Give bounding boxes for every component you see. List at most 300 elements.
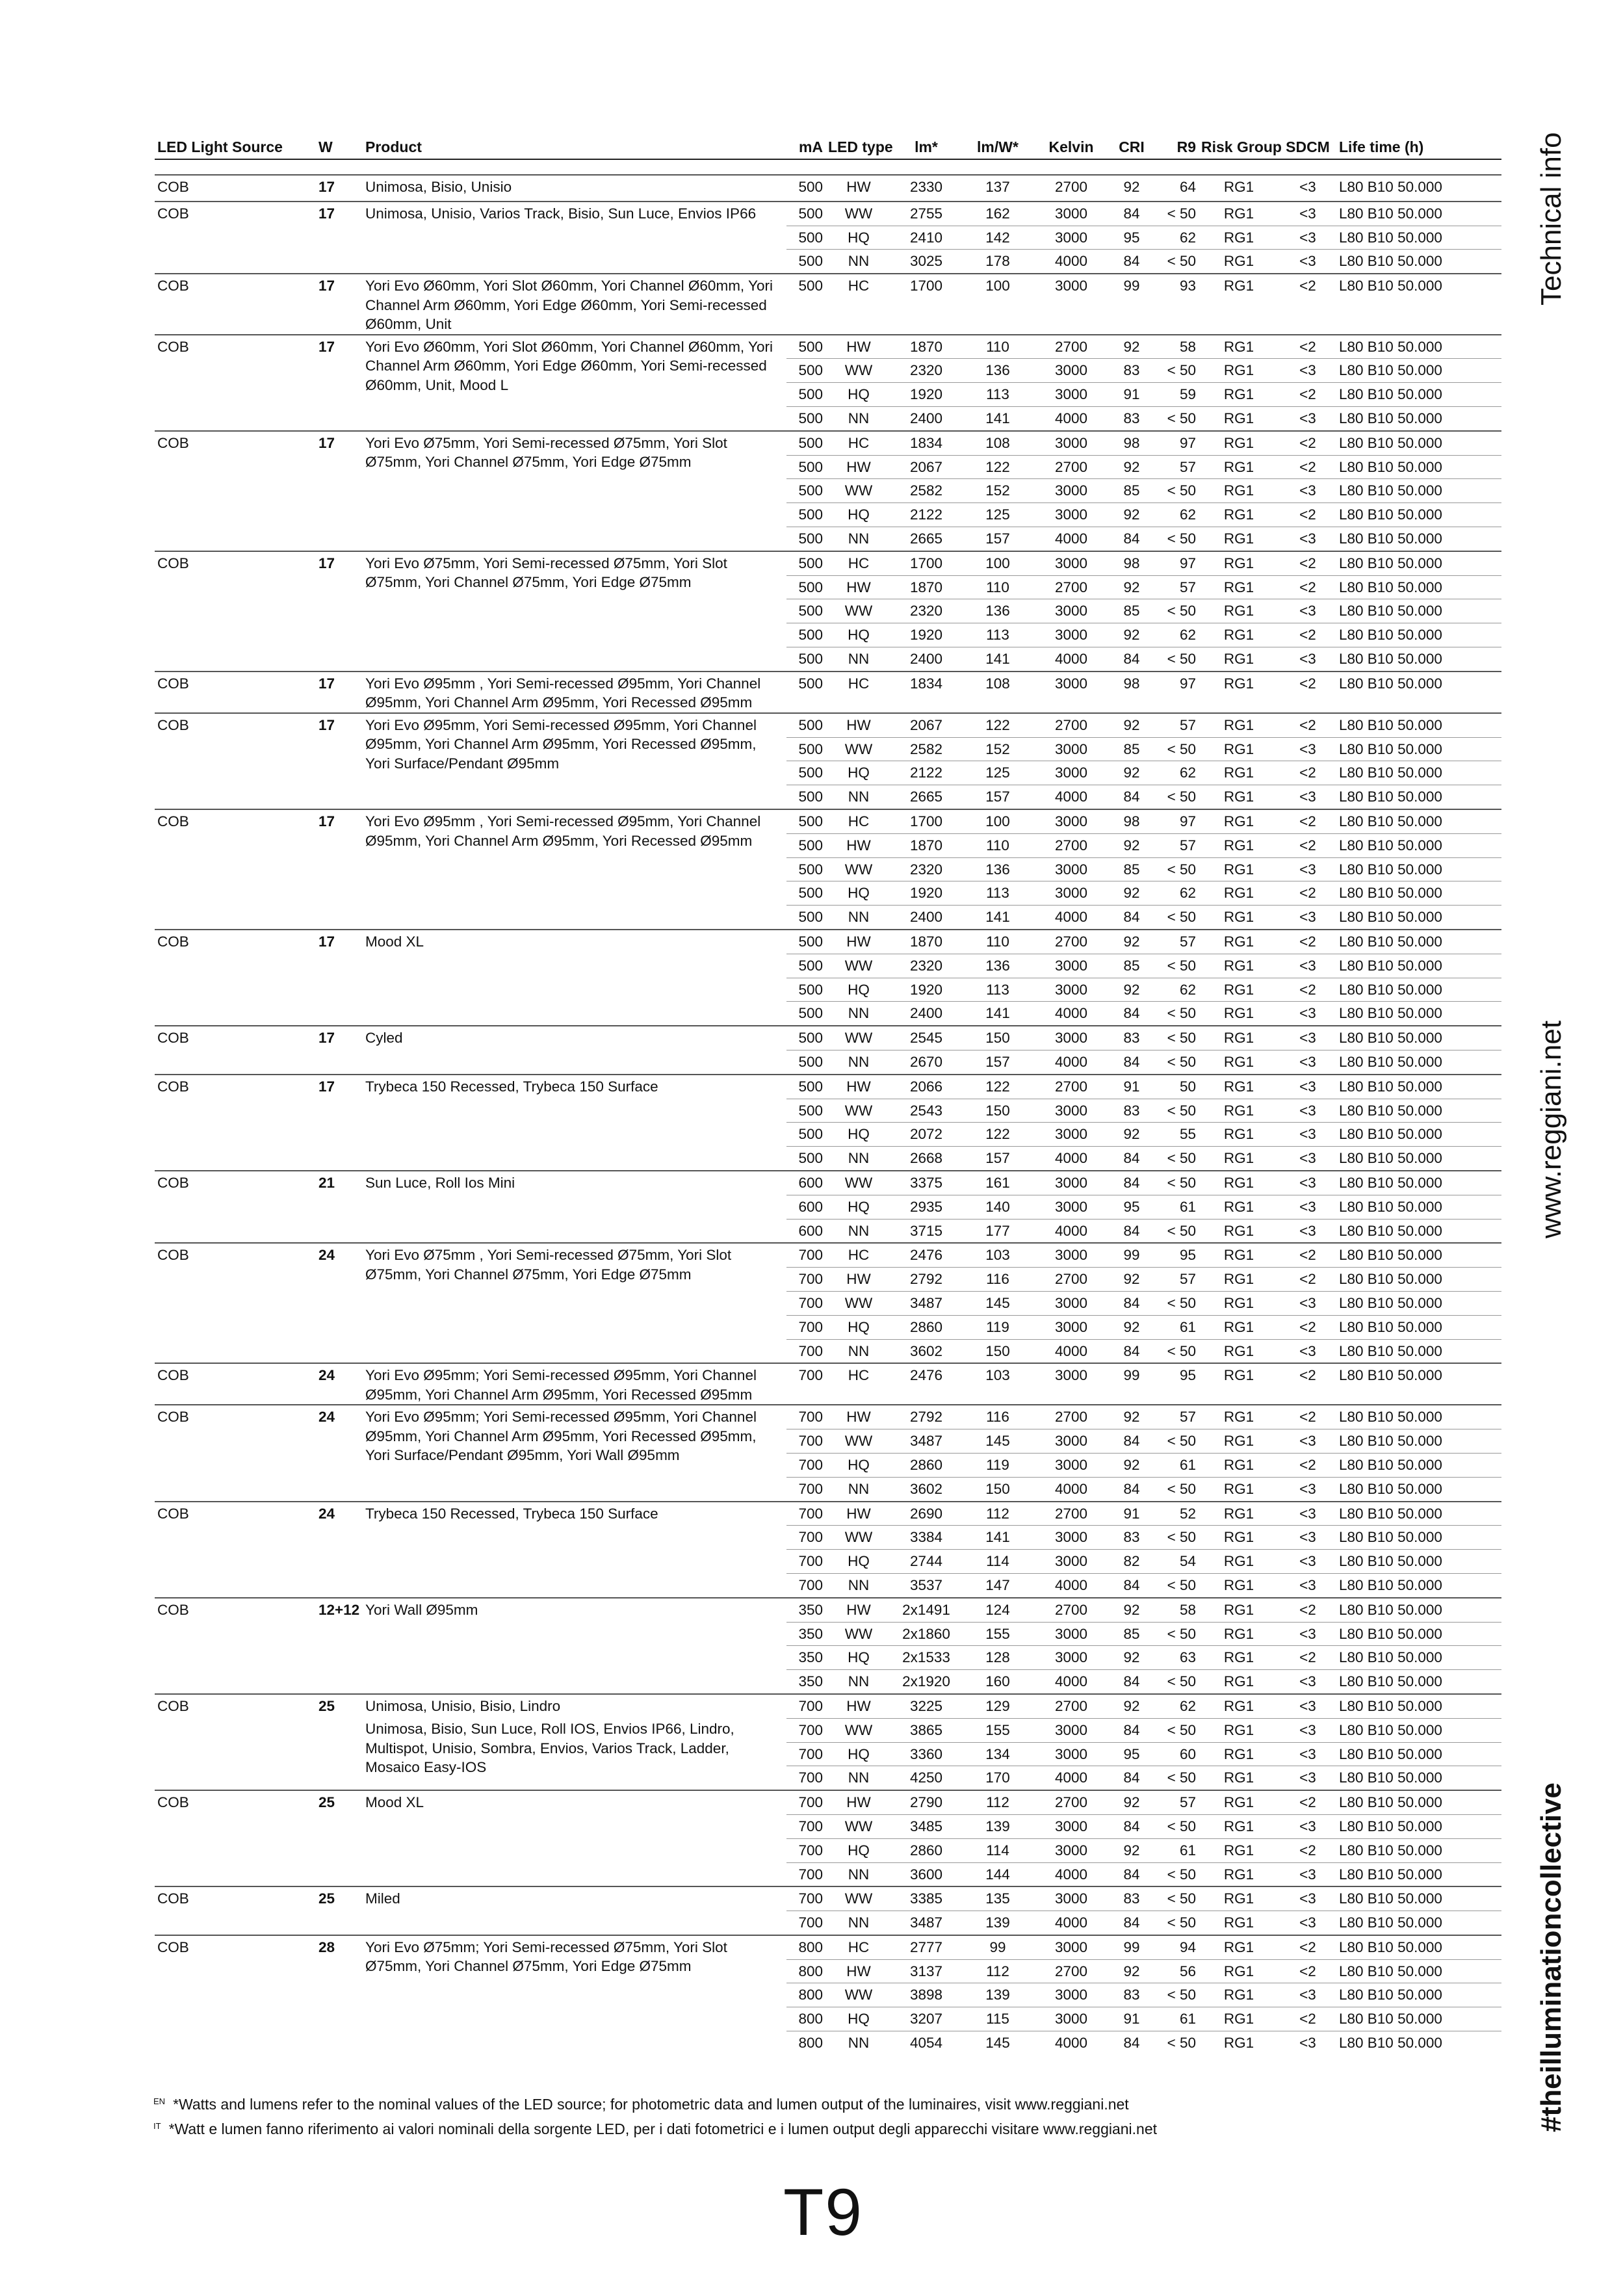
- cell-lm: 2670: [892, 1050, 961, 1075]
- cell-risk-group: RG1: [1199, 1935, 1279, 1959]
- cell-led-type: HW: [825, 1502, 892, 1526]
- cell-ma: 350: [786, 1622, 825, 1646]
- cell-r9: 97: [1156, 431, 1199, 455]
- cell-source: COB: [155, 1243, 316, 1363]
- cell-r9: < 50: [1156, 1429, 1199, 1454]
- cell-lmw: 170: [961, 1766, 1035, 1790]
- cell-sdcm: <2: [1279, 551, 1336, 575]
- cell-risk-group: RG1: [1199, 1911, 1279, 1935]
- cell-led-type: HW: [825, 833, 892, 857]
- cell-lifetime: L80 B10 50.000: [1336, 1002, 1501, 1026]
- cell-lifetime: L80 B10 50.000: [1336, 1429, 1501, 1454]
- cell-cri: 92: [1108, 761, 1156, 785]
- cell-sdcm: <3: [1279, 954, 1336, 978]
- cell-kelvin: 3000: [1035, 954, 1108, 978]
- cell-sdcm: <2: [1279, 1598, 1336, 1622]
- cell-led-type: HQ: [825, 226, 892, 250]
- cell-kelvin: 4000: [1035, 407, 1108, 431]
- cell-ma: 500: [786, 599, 825, 623]
- cell-lifetime: L80 B10 50.000: [1336, 881, 1501, 906]
- cell-r9: 61: [1156, 1195, 1199, 1219]
- cell-ma: 700: [786, 1405, 825, 1429]
- cell-cri: 84: [1108, 1718, 1156, 1742]
- cell-kelvin: 3000: [1035, 226, 1108, 250]
- cell-r9: 63: [1156, 1646, 1199, 1670]
- cell-ma: 500: [786, 1123, 825, 1147]
- cell-watt: 12+12: [316, 1598, 363, 1694]
- cell-kelvin: 4000: [1035, 906, 1108, 930]
- cell-lmw: 157: [961, 1147, 1035, 1171]
- cell-lm: 2665: [892, 785, 961, 809]
- side-technical-info: Technical info: [1535, 132, 1567, 306]
- cell-kelvin: 3000: [1035, 1026, 1108, 1050]
- cell-lmw: 155: [961, 1622, 1035, 1646]
- cell-r9: 58: [1156, 1598, 1199, 1622]
- cell-r9: 95: [1156, 1243, 1199, 1267]
- cell-r9: < 50: [1156, 202, 1199, 226]
- cell-r9: < 50: [1156, 1477, 1199, 1501]
- cell-kelvin: 4000: [1035, 1147, 1108, 1171]
- cell-lmw: 150: [961, 1477, 1035, 1501]
- cell-cri: 85: [1108, 1622, 1156, 1646]
- cell-cri: 85: [1108, 599, 1156, 623]
- cell-cri: 92: [1108, 335, 1156, 359]
- cell-source: COB: [155, 930, 316, 1026]
- cell-sdcm: <2: [1279, 335, 1336, 359]
- cell-ma: 700: [786, 1718, 825, 1742]
- cell-lifetime: L80 B10 50.000: [1336, 954, 1501, 978]
- cell-source: COB: [155, 1598, 316, 1694]
- cell-ma: 500: [786, 881, 825, 906]
- cell-r9: < 50: [1156, 1718, 1199, 1742]
- lang-tag-en: EN: [153, 2096, 166, 2106]
- cell-lifetime: L80 B10 50.000: [1336, 1670, 1501, 1694]
- table-row: [155, 1075, 1501, 1099]
- cell-lmw: 157: [961, 785, 1035, 809]
- cell-lifetime: L80 B10 50.000: [1336, 930, 1501, 954]
- cell-r9: 62: [1156, 881, 1199, 906]
- cell-cri: 91: [1108, 383, 1156, 407]
- cell-ma: 700: [786, 1243, 825, 1267]
- cell-risk-group: RG1: [1199, 1050, 1279, 1075]
- cell-cri: 92: [1108, 175, 1156, 202]
- table-row: [155, 1598, 1501, 1622]
- cell-lmw: 139: [961, 1911, 1035, 1935]
- cell-cri: 84: [1108, 1814, 1156, 1838]
- cell-lmw: 116: [961, 1268, 1035, 1292]
- cell-cri: 92: [1108, 1790, 1156, 1814]
- cell-led-type: WW: [825, 202, 892, 226]
- cell-led-type: HQ: [825, 1838, 892, 1862]
- cell-led-type: NN: [825, 1670, 892, 1694]
- cell-r9: < 50: [1156, 2031, 1199, 2055]
- cell-lifetime: L80 B10 50.000: [1336, 906, 1501, 930]
- cell-kelvin: 4000: [1035, 250, 1108, 274]
- cell-lm: 2x1920: [892, 1670, 961, 1694]
- cell-led-type: HC: [825, 1363, 892, 1405]
- cell-r9: 62: [1156, 503, 1199, 527]
- col-lifetime: Life time (h): [1339, 138, 1424, 155]
- cell-ma: 700: [786, 1814, 825, 1838]
- cell-source: COB: [155, 1026, 316, 1075]
- cell-risk-group: RG1: [1199, 1002, 1279, 1026]
- cell-lm: 3207: [892, 2007, 961, 2031]
- led-spec-table: [155, 135, 1501, 2055]
- cell-cri: 84: [1108, 2031, 1156, 2055]
- table-row: [155, 809, 1501, 833]
- cell-kelvin: 3000: [1035, 1983, 1108, 2007]
- cell-led-type: NN: [825, 2031, 892, 2055]
- cell-kelvin: 3000: [1035, 1550, 1108, 1574]
- cell-lifetime: L80 B10 50.000: [1336, 1814, 1501, 1838]
- table-row: [155, 1502, 1501, 1526]
- cell-r9: 57: [1156, 455, 1199, 479]
- cell-r9: 54: [1156, 1550, 1199, 1574]
- cell-r9: 60: [1156, 1742, 1199, 1766]
- cell-lmw: 152: [961, 479, 1035, 503]
- cell-sdcm: <3: [1279, 1050, 1336, 1075]
- cell-lifetime: L80 B10 50.000: [1336, 1219, 1501, 1243]
- cell-led-type: NN: [825, 1219, 892, 1243]
- cell-ma: 500: [786, 978, 825, 1002]
- cell-sdcm: <3: [1279, 407, 1336, 431]
- cell-risk-group: RG1: [1199, 809, 1279, 833]
- cell-r9: 57: [1156, 1405, 1199, 1429]
- cell-sdcm: <3: [1279, 1886, 1336, 1911]
- cell-r9: < 50: [1156, 1622, 1199, 1646]
- cell-lifetime: L80 B10 50.000: [1336, 1026, 1501, 1050]
- cell-r9: < 50: [1156, 1050, 1199, 1075]
- cell-watt: 21: [316, 1171, 363, 1243]
- cell-risk-group: RG1: [1199, 1718, 1279, 1742]
- cell-lm: 1700: [892, 551, 961, 575]
- cell-led-type: HW: [825, 335, 892, 359]
- cell-lm: 3384: [892, 1526, 961, 1550]
- cell-cri: 92: [1108, 1268, 1156, 1292]
- cell-lm: 2400: [892, 906, 961, 930]
- cell-risk-group: RG1: [1199, 1026, 1279, 1050]
- cell-risk-group: RG1: [1199, 250, 1279, 274]
- cell-lifetime: L80 B10 50.000: [1336, 407, 1501, 431]
- cell-lifetime: L80 B10 50.000: [1336, 1195, 1501, 1219]
- cell-risk-group: RG1: [1199, 1099, 1279, 1123]
- cell-cri: 95: [1108, 1742, 1156, 1766]
- cell-risk-group: RG1: [1199, 1646, 1279, 1670]
- cell-lmw: 162: [961, 202, 1035, 226]
- cell-r9: < 50: [1156, 1573, 1199, 1597]
- cell-source: COB: [155, 335, 316, 431]
- cell-ma: 700: [786, 1502, 825, 1526]
- cell-kelvin: 4000: [1035, 1339, 1108, 1363]
- cell-led-type: HW: [825, 1959, 892, 1983]
- cell-lifetime: L80 B10 50.000: [1336, 1339, 1501, 1363]
- cell-kelvin: 3000: [1035, 1315, 1108, 1339]
- cell-lmw: 125: [961, 761, 1035, 785]
- cell-sdcm: <3: [1279, 1573, 1336, 1597]
- table-row: [155, 335, 1501, 359]
- cell-led-type: WW: [825, 359, 892, 383]
- cell-led-type: HC: [825, 672, 892, 713]
- cell-led-type: HC: [825, 1935, 892, 1959]
- cell-sdcm: <3: [1279, 1429, 1336, 1454]
- cell-kelvin: 4000: [1035, 1002, 1108, 1026]
- cell-lm: 1920: [892, 623, 961, 647]
- cell-lifetime: L80 B10 50.000: [1336, 551, 1501, 575]
- cell-lm: 1870: [892, 335, 961, 359]
- cell-risk-group: RG1: [1199, 1219, 1279, 1243]
- cell-lmw: 152: [961, 737, 1035, 761]
- cell-source: COB: [155, 1171, 316, 1243]
- cell-lm: 2545: [892, 1026, 961, 1050]
- cell-cri: 92: [1108, 833, 1156, 857]
- footnotes: [153, 2091, 1157, 2140]
- cell-ma: 500: [786, 551, 825, 575]
- cell-cri: 84: [1108, 1219, 1156, 1243]
- cell-cri: 92: [1108, 1838, 1156, 1862]
- cell-sdcm: <3: [1279, 1026, 1336, 1050]
- cell-led-type: HW: [825, 713, 892, 737]
- cell-cri: 84: [1108, 1429, 1156, 1454]
- col-cri: CRI: [1119, 138, 1145, 155]
- cell-sdcm: <3: [1279, 1670, 1336, 1694]
- cell-ma: 350: [786, 1646, 825, 1670]
- cell-lmw: 100: [961, 809, 1035, 833]
- cell-lm: 2x1860: [892, 1622, 961, 1646]
- cell-r9: 57: [1156, 1790, 1199, 1814]
- cell-r9: 62: [1156, 226, 1199, 250]
- cell-product: Cyled: [363, 1026, 786, 1075]
- cell-kelvin: 3000: [1035, 479, 1108, 503]
- cell-ma: 500: [786, 857, 825, 881]
- cell-ma: 700: [786, 1742, 825, 1766]
- cell-kelvin: 4000: [1035, 1670, 1108, 1694]
- cell-led-type: HW: [825, 575, 892, 599]
- cell-sdcm: <2: [1279, 1453, 1336, 1477]
- cell-risk-group: RG1: [1199, 833, 1279, 857]
- cell-risk-group: RG1: [1199, 1766, 1279, 1790]
- cell-kelvin: 2700: [1035, 1694, 1108, 1718]
- cell-sdcm: <2: [1279, 274, 1336, 335]
- cell-cri: 95: [1108, 226, 1156, 250]
- cell-kelvin: 2700: [1035, 1075, 1108, 1099]
- cell-risk-group: RG1: [1199, 1123, 1279, 1147]
- cell-sdcm: <2: [1279, 1363, 1336, 1405]
- cell-ma: 800: [786, 2007, 825, 2031]
- cell-risk-group: RG1: [1199, 1429, 1279, 1454]
- col-sdcm: SDCM: [1286, 138, 1330, 155]
- cell-product: [363, 1694, 786, 1790]
- cell-sdcm: <3: [1279, 1002, 1336, 1026]
- cell-r9: 62: [1156, 761, 1199, 785]
- footnote-en: [153, 2091, 1157, 2115]
- cell-ma: 500: [786, 575, 825, 599]
- cell-r9: < 50: [1156, 1291, 1199, 1315]
- cell-kelvin: 3000: [1035, 1838, 1108, 1862]
- cell-lifetime: L80 B10 50.000: [1336, 599, 1501, 623]
- cell-kelvin: 3000: [1035, 881, 1108, 906]
- cell-kelvin: 3000: [1035, 1935, 1108, 1959]
- cell-lm: 3602: [892, 1339, 961, 1363]
- cell-sdcm: <2: [1279, 1935, 1336, 1959]
- cell-led-type: WW: [825, 1886, 892, 1911]
- cell-cri: 92: [1108, 575, 1156, 599]
- cell-r9: < 50: [1156, 1911, 1199, 1935]
- cell-risk-group: RG1: [1199, 785, 1279, 809]
- cell-r9: 57: [1156, 1268, 1199, 1292]
- cell-r9: < 50: [1156, 479, 1199, 503]
- cell-cri: 92: [1108, 455, 1156, 479]
- cell-led-type: WW: [825, 1429, 892, 1454]
- cell-r9: < 50: [1156, 857, 1199, 881]
- cell-kelvin: 4000: [1035, 785, 1108, 809]
- cell-lm: 3225: [892, 1694, 961, 1718]
- cell-cri: 85: [1108, 737, 1156, 761]
- cell-r9: 57: [1156, 833, 1199, 857]
- cell-led-type: HC: [825, 274, 892, 335]
- cell-risk-group: RG1: [1199, 906, 1279, 930]
- cell-cri: 84: [1108, 1573, 1156, 1597]
- cell-lmw: 114: [961, 1838, 1035, 1862]
- cell-cri: 84: [1108, 647, 1156, 672]
- cell-lm: 3487: [892, 1911, 961, 1935]
- cell-cri: 99: [1108, 274, 1156, 335]
- cell-led-type: HQ: [825, 1550, 892, 1574]
- cell-r9: < 50: [1156, 1526, 1199, 1550]
- cell-led-type: HQ: [825, 503, 892, 527]
- cell-ma: 700: [786, 1291, 825, 1315]
- cell-ma: 700: [786, 1477, 825, 1501]
- cell-kelvin: 3000: [1035, 551, 1108, 575]
- cell-cri: 92: [1108, 1123, 1156, 1147]
- col-product: Product: [365, 138, 422, 155]
- table-row: [155, 1026, 1501, 1050]
- cell-source: COB: [155, 1886, 316, 1935]
- cell-sdcm: <2: [1279, 455, 1336, 479]
- cell-r9: < 50: [1156, 1219, 1199, 1243]
- cell-lifetime: L80 B10 50.000: [1336, 809, 1501, 833]
- col-kelvin: Kelvin: [1048, 138, 1094, 155]
- cell-ma: 500: [786, 202, 825, 226]
- cell-ma: 500: [786, 1075, 825, 1099]
- cell-risk-group: RG1: [1199, 1526, 1279, 1550]
- table-row: [155, 202, 1501, 226]
- cell-sdcm: <2: [1279, 1315, 1336, 1339]
- cell-lmw: 110: [961, 335, 1035, 359]
- cell-cri: 95: [1108, 1195, 1156, 1219]
- cell-lmw: 114: [961, 1550, 1035, 1574]
- cell-lmw: 112: [961, 1959, 1035, 1983]
- cell-led-type: HQ: [825, 881, 892, 906]
- cell-r9: 62: [1156, 1694, 1199, 1718]
- table-row: [155, 713, 1501, 737]
- cell-kelvin: 4000: [1035, 1050, 1108, 1075]
- cell-ma: 500: [786, 1002, 825, 1026]
- cell-lm: 1920: [892, 978, 961, 1002]
- cell-ma: 500: [786, 359, 825, 383]
- cell-lmw: 145: [961, 1291, 1035, 1315]
- cell-cri: 92: [1108, 1405, 1156, 1429]
- cell-lm: 4054: [892, 2031, 961, 2055]
- cell-ma: 500: [786, 383, 825, 407]
- cell-lifetime: L80 B10 50.000: [1336, 2007, 1501, 2031]
- cell-sdcm: <2: [1279, 713, 1336, 737]
- footnote-en-text: *Watts and lumens refer to the nominal values of the LED source; for photometric data and lumen output of the luminaires, visit www.reggiani.net: [173, 2096, 1129, 2113]
- cell-sdcm: <3: [1279, 1718, 1336, 1742]
- cell-kelvin: 3000: [1035, 978, 1108, 1002]
- cell-kelvin: 4000: [1035, 1573, 1108, 1597]
- col-source: LED Light Source: [157, 138, 283, 155]
- cell-kelvin: 3000: [1035, 1429, 1108, 1454]
- cell-lifetime: L80 B10 50.000: [1336, 1790, 1501, 1814]
- cell-lifetime: L80 B10 50.000: [1336, 672, 1501, 713]
- cell-ma: 500: [786, 1147, 825, 1171]
- cell-lmw: 122: [961, 713, 1035, 737]
- cell-led-type: NN: [825, 250, 892, 274]
- cell-risk-group: RG1: [1199, 1405, 1279, 1429]
- cell-led-type: NN: [825, 407, 892, 431]
- cell-risk-group: RG1: [1199, 672, 1279, 713]
- footnote-it-text: *Watt e lumen fanno riferimento ai valori nominali della sorgente LED, per i dati fotometrici e i lumen output degli apparecchi visitare www.reggiani.net: [168, 2120, 1158, 2137]
- cell-kelvin: 2700: [1035, 455, 1108, 479]
- cell-cri: 84: [1108, 527, 1156, 551]
- cell-watt: 24: [316, 1405, 363, 1501]
- cell-source: COB: [155, 672, 316, 713]
- cell-lifetime: L80 B10 50.000: [1336, 1315, 1501, 1339]
- cell-lifetime: L80 B10 50.000: [1336, 1983, 1501, 2007]
- cell-ma: 700: [786, 1550, 825, 1574]
- cell-kelvin: 2700: [1035, 1502, 1108, 1526]
- cell-ma: 350: [786, 1670, 825, 1694]
- cell-lmw: 119: [961, 1315, 1035, 1339]
- cell-lifetime: L80 B10 50.000: [1336, 2031, 1501, 2055]
- cell-cri: 83: [1108, 359, 1156, 383]
- cell-lifetime: L80 B10 50.000: [1336, 1742, 1501, 1766]
- cell-risk-group: RG1: [1199, 1814, 1279, 1838]
- cell-lmw: 157: [961, 527, 1035, 551]
- cell-kelvin: 3000: [1035, 623, 1108, 647]
- cell-lmw: 112: [961, 1790, 1035, 1814]
- cell-cri: 92: [1108, 1694, 1156, 1718]
- cell-lifetime: L80 B10 50.000: [1336, 737, 1501, 761]
- cell-cri: 83: [1108, 1886, 1156, 1911]
- cell-lmw: 122: [961, 1075, 1035, 1099]
- cell-led-type: NN: [825, 1050, 892, 1075]
- cell-led-type: WW: [825, 737, 892, 761]
- cell-lifetime: L80 B10 50.000: [1336, 1243, 1501, 1267]
- cell-cri: 92: [1108, 1598, 1156, 1622]
- cell-lm: 2476: [892, 1243, 961, 1267]
- cell-lm: 3485: [892, 1814, 961, 1838]
- cell-lmw: 141: [961, 407, 1035, 431]
- cell-source: COB: [155, 1790, 316, 1886]
- cell-kelvin: 3000: [1035, 1742, 1108, 1766]
- cell-ma: 500: [786, 1050, 825, 1075]
- cell-lm: 3600: [892, 1862, 961, 1886]
- cell-watt: 17: [316, 809, 363, 930]
- cell-r9: < 50: [1156, 1886, 1199, 1911]
- cell-led-type: HQ: [825, 1646, 892, 1670]
- cell-r9: 56: [1156, 1959, 1199, 1983]
- cell-risk-group: RG1: [1199, 1694, 1279, 1718]
- cell-lifetime: L80 B10 50.000: [1336, 1766, 1501, 1790]
- cell-lm: 2792: [892, 1405, 961, 1429]
- cell-led-type: HW: [825, 1790, 892, 1814]
- cell-sdcm: <2: [1279, 1646, 1336, 1670]
- cell-cri: 98: [1108, 431, 1156, 455]
- table-row: [155, 1935, 1501, 1959]
- cell-kelvin: 2700: [1035, 833, 1108, 857]
- cell-led-type: WW: [825, 1291, 892, 1315]
